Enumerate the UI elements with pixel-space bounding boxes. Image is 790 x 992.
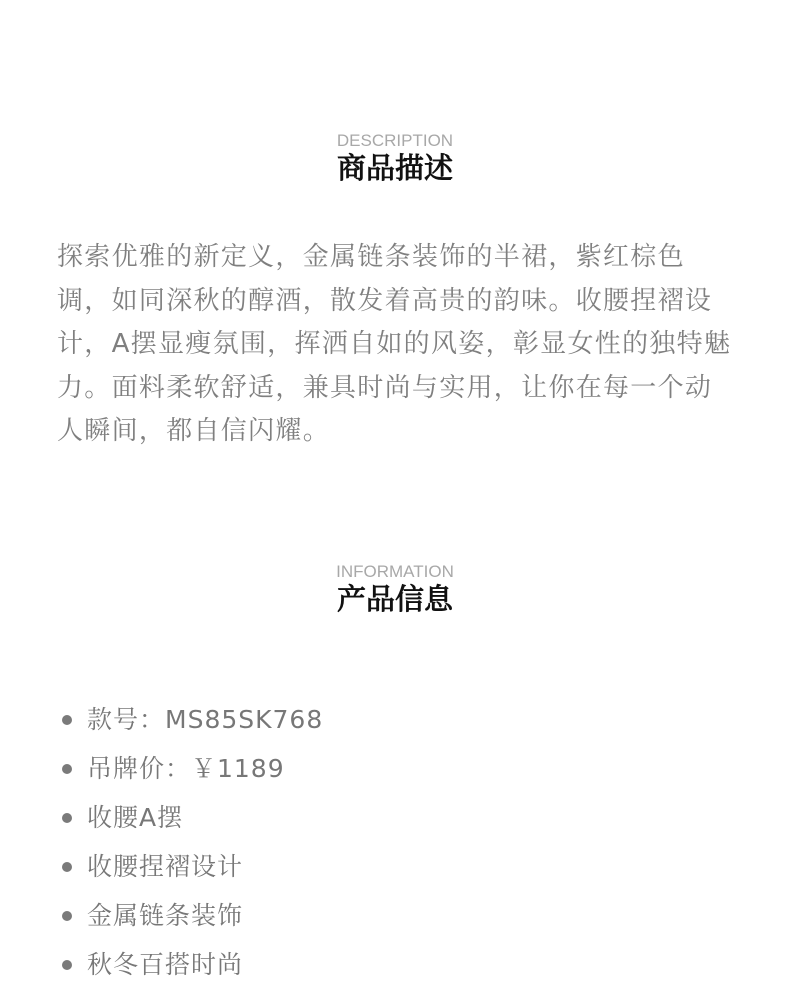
list-item bbox=[60, 845, 323, 894]
info-item-label: 金属链条装饰 bbox=[87, 901, 244, 930]
description-header bbox=[0, 131, 790, 185]
info-item-label: 款号：MS85SK768 bbox=[87, 705, 324, 734]
list-item bbox=[60, 698, 323, 747]
info-item-label: 收腰A摆 bbox=[87, 803, 184, 832]
information-eyebrow: INFORMATION bbox=[336, 562, 454, 581]
bullet-icon bbox=[62, 911, 72, 921]
bullet-icon bbox=[62, 715, 72, 725]
bullet-icon bbox=[62, 813, 72, 823]
list-item bbox=[60, 943, 323, 992]
info-item-label: 秋冬百搭时尚 bbox=[87, 950, 244, 979]
info-item-label: 收腰捏褶设计 bbox=[87, 852, 244, 881]
description-title: 商品描述 bbox=[336, 151, 453, 185]
product-info-list bbox=[60, 698, 323, 992]
description-eyebrow: DESCRIPTION bbox=[336, 131, 454, 150]
list-item bbox=[60, 747, 323, 796]
description-body: 探索优雅的新定义，金属链条装饰的半裙，紫红棕色调，如同深秋的醇酒，散发着高贵的韵味。收腰捏褶设计，A摆显瘦氛围，挥洒自如的风姿，彰显女性的独特魅力。面料柔软舒适，兼具时尚与实用，让你在每一个动人瞬间，都自信闪耀。 bbox=[57, 242, 732, 446]
information-title: 产品信息 bbox=[336, 582, 453, 616]
list-item bbox=[60, 894, 323, 943]
bullet-icon bbox=[62, 764, 72, 774]
info-item-label: 吊牌价：￥1189 bbox=[87, 754, 285, 783]
information-header bbox=[0, 562, 790, 616]
list-item bbox=[60, 796, 323, 845]
bullet-icon bbox=[62, 862, 72, 872]
bullet-icon bbox=[62, 960, 72, 970]
